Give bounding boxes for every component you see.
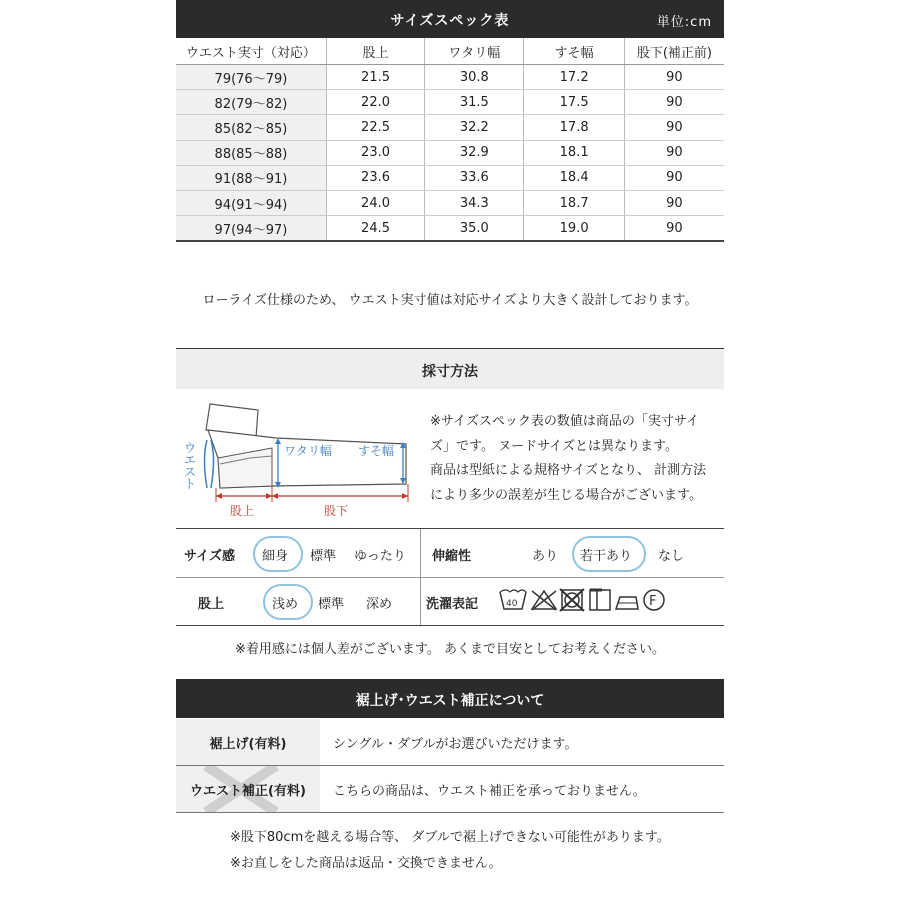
col-header-rise: 股上 (326, 38, 424, 65)
table-row (176, 90, 724, 115)
hem-row-hemming (176, 719, 724, 766)
dry-clean-f-icon (644, 590, 664, 610)
table-cell: 18.1 (524, 140, 624, 165)
measure-line: ※サイズスペック表の数値は商品の「実寸サイ (430, 414, 699, 429)
table-cell: 32.9 (425, 140, 524, 165)
diagram-label-thigh: ワタリ幅 (284, 444, 332, 458)
hem-label-cell (176, 719, 320, 765)
measure-line: により多少の誤差が生じる場合がございます。 (430, 487, 702, 503)
footnote: ※お直しをした商品は返品・交換できません。 (230, 856, 502, 871)
wash-temp: 40 (506, 599, 518, 609)
measure-header (176, 348, 724, 389)
hem-value: シングル・ダブルがお選びいただけます。 (333, 737, 578, 752)
table-cell: 91(88～91) (176, 165, 326, 190)
table-row (176, 165, 724, 190)
hem-row-waist (176, 766, 724, 813)
diagram-label-waist: ウエスト (184, 441, 197, 491)
hem-header (176, 679, 724, 718)
spec-table-header (176, 0, 724, 38)
measure-description (430, 410, 730, 508)
wash-40-icon (500, 590, 526, 609)
stretch-option-yes: あり (532, 549, 559, 564)
table-row (176, 216, 724, 242)
table-cell: 82(79～82) (176, 90, 326, 115)
spec-table (176, 38, 724, 242)
stretch-label: 伸縮性 (432, 549, 472, 564)
rise-option-shallow: 浅め (272, 597, 299, 612)
no-tumble-dry-icon (560, 589, 584, 611)
lowrise-note: ローライズ仕様のため、 ウエスト実寸値は対応サイズより大きく設計しております。 (202, 293, 698, 308)
table-cell: 17.8 (524, 115, 624, 140)
table-cell: 85(82～85) (176, 115, 326, 140)
table-row (176, 115, 724, 140)
footnote: ※股下80cmを越える場合等、 ダブルで裾上げできない可能性があります。 (230, 830, 670, 845)
table-cell: 17.2 (524, 65, 624, 90)
rise-option-standard: 標準 (318, 597, 345, 612)
col-header-inseam: 股下(補正前) (624, 38, 724, 65)
size-option-slim: 細身 (262, 549, 289, 564)
table-cell: 90 (624, 140, 724, 165)
measure-title: 採寸方法 (422, 364, 478, 380)
table-cell: 22.0 (326, 90, 424, 115)
diagram-label-rise: 股上 (230, 504, 255, 518)
size-feel-label: サイズ感 (184, 549, 235, 564)
col-header-waist: ウエスト実寸（対応） (176, 38, 326, 65)
care-icons (498, 585, 678, 615)
table-cell: 90 (624, 65, 724, 90)
table-cell: 90 (624, 165, 724, 190)
table-cell: 19.0 (524, 216, 624, 242)
spec-unit: 単位:cm (656, 15, 712, 30)
col-header-hem: すそ幅 (524, 38, 624, 65)
table-row (176, 140, 724, 165)
table-cell: 31.5 (425, 90, 524, 115)
table-cell: 88(85～88) (176, 140, 326, 165)
table-cell: 90 (624, 190, 724, 215)
size-option-standard: 標準 (310, 549, 337, 564)
hem-label: 裾上げ(有料) (209, 737, 287, 752)
measure-line: ズ」です。 ヌードサイズとは異なります。 (430, 438, 679, 454)
rise-option-deep: 深め (366, 597, 393, 612)
spec-table-title: サイズスペック表 (390, 13, 510, 29)
table-cell: 18.7 (524, 190, 624, 215)
table-cell: 17.5 (524, 90, 624, 115)
stretch-option-none: なし (658, 549, 685, 564)
rise-feel-label: 股上 (198, 597, 225, 612)
table-cell: 32.2 (425, 115, 524, 140)
diagram-label-inseam: 股下 (324, 504, 349, 518)
table-cell: 21.5 (326, 65, 424, 90)
table-cell: 23.6 (326, 165, 424, 190)
diagram-label-hem: すそ幅 (358, 444, 395, 458)
table-cell: 23.0 (326, 140, 424, 165)
table-cell: 18.4 (524, 165, 624, 190)
size-option-loose: ゆったり (354, 549, 406, 564)
table-cell: 90 (624, 115, 724, 140)
table-cell: 94(91～94) (176, 190, 326, 215)
table-cell: 30.8 (425, 65, 524, 90)
table-cell: 33.6 (425, 165, 524, 190)
waist-value: こちらの商品は、ウエスト補正を承っておりません。 (333, 784, 646, 799)
table-cell: 24.0 (326, 190, 424, 215)
stretch-option-slight: 若干あり (580, 549, 633, 564)
no-bleach-icon (532, 591, 556, 610)
table-cell: 24.5 (326, 216, 424, 242)
pants-outline-icon (180, 398, 420, 522)
table-cell: 22.5 (326, 115, 424, 140)
fit-note: ※着用感には個人差がございます。 あくまで目安としてお考えください。 (235, 642, 665, 657)
table-row (176, 190, 724, 215)
table-cell: 90 (624, 90, 724, 115)
table-cell: 97(94～97) (176, 216, 326, 242)
table-cell: 35.0 (425, 216, 524, 242)
table-row (176, 65, 724, 90)
table-cell: 34.3 (425, 190, 524, 215)
iron-low-icon (616, 597, 638, 609)
dry-clean-letter: F (649, 594, 657, 609)
measure-line: 商品は型紙による規格サイズとなり、 計測方法 (430, 463, 707, 478)
fit-grid (176, 528, 724, 626)
waist-label-cell (176, 766, 320, 812)
table-cell: 79(76～79) (176, 65, 326, 90)
hem-title: 裾上げ･ウエスト補正について (355, 693, 545, 709)
care-label: 洗濯表記 (426, 597, 479, 612)
col-header-thigh: ワタリ幅 (425, 38, 524, 65)
drip-dry-icon (590, 590, 610, 610)
table-cell: 90 (624, 216, 724, 242)
waist-label: ウエスト補正(有料) (190, 784, 306, 799)
pants-diagram (180, 398, 420, 522)
